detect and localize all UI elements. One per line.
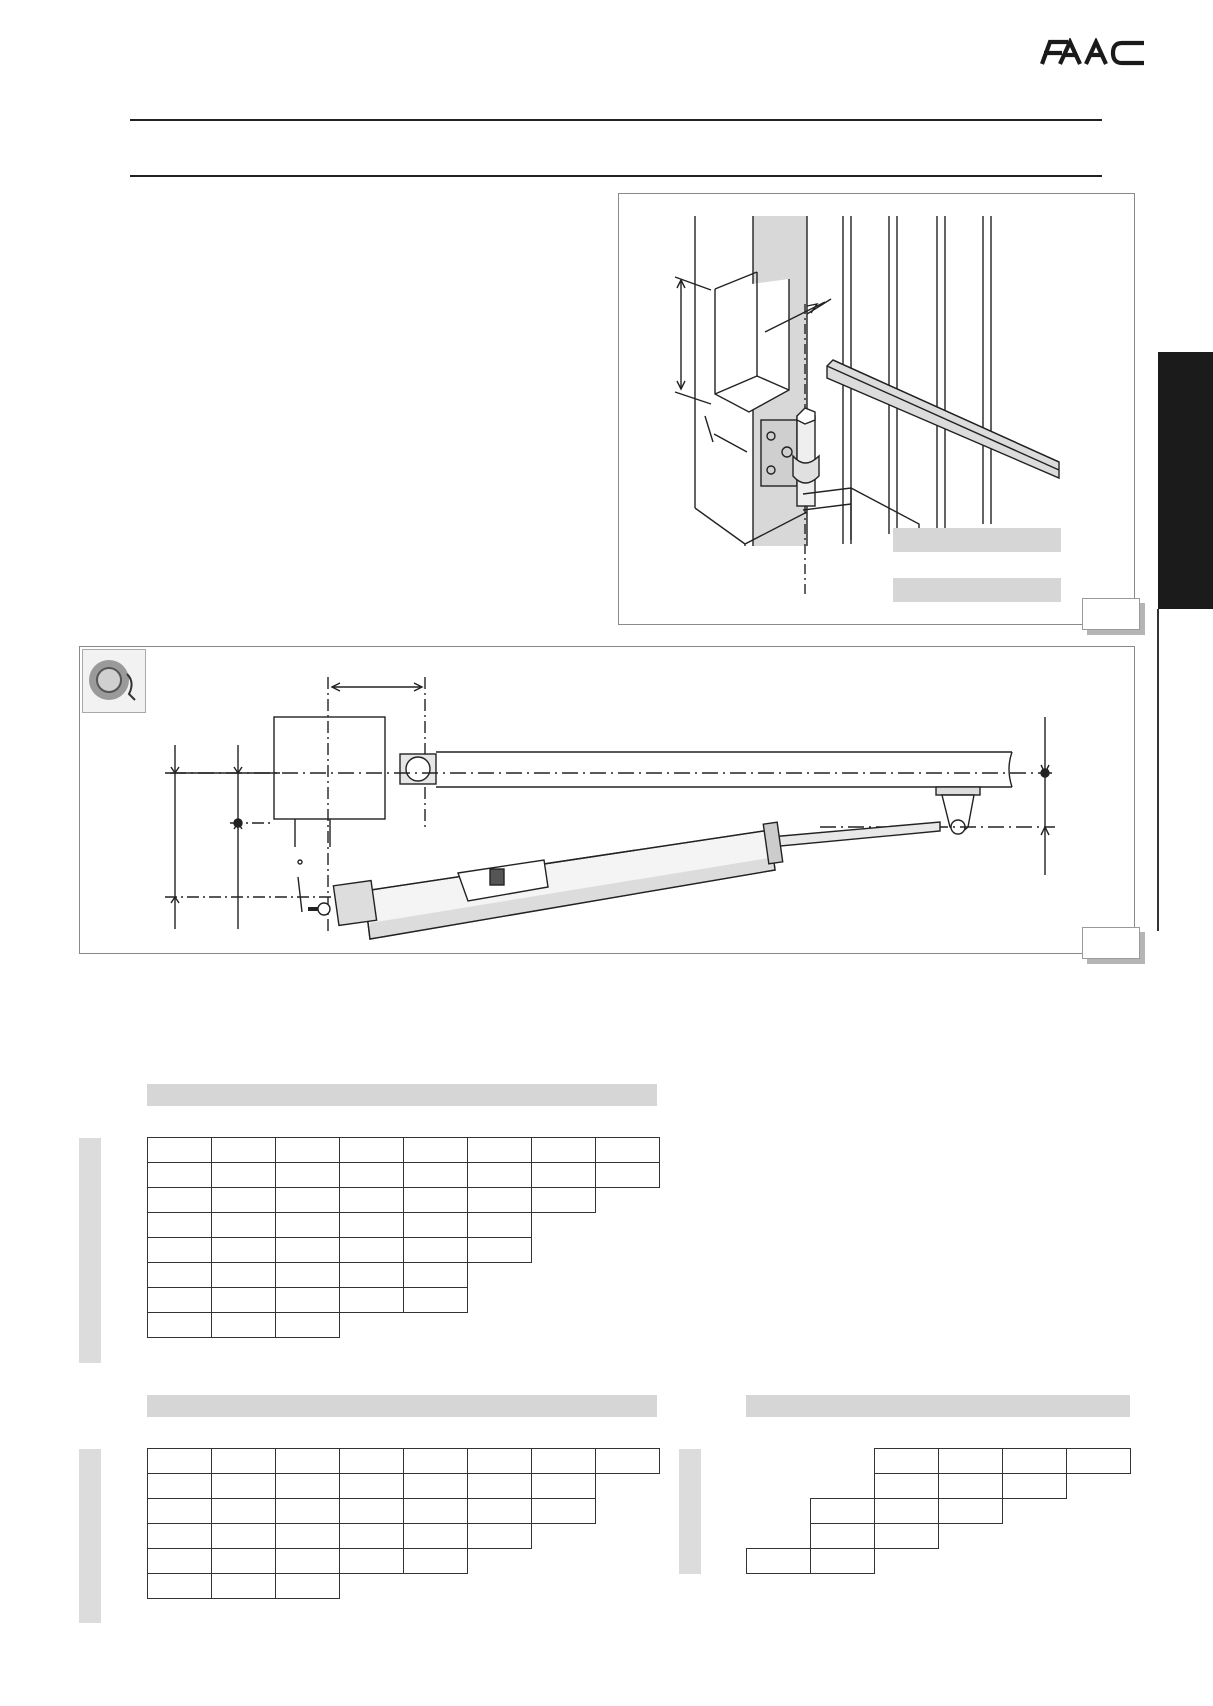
dimension-table-3 [746,1448,1131,1574]
chapter-side-line [1157,609,1159,931]
faac-logo-icon [1036,38,1148,71]
figure-tag-2 [1082,927,1140,959]
hinge-mounting-figure [618,193,1135,625]
table-3-side-bar [679,1449,701,1574]
table-2-title-bar [147,1395,657,1417]
header-rule-top [130,119,1102,121]
table-1-side-bar [79,1138,101,1363]
table-3-title-bar [746,1395,1130,1417]
manual-head-icon [82,649,146,713]
table-1-title-bar [147,1084,657,1106]
dimension-table-1 [147,1137,660,1338]
dimension-table-2 [147,1448,660,1599]
figure-tag-1 [1082,598,1140,630]
actuator-installation-figure [79,646,1135,954]
chapter-side-tab [1158,352,1213,609]
table-2-side-bar [79,1449,101,1623]
header-rule-bottom [130,175,1102,177]
